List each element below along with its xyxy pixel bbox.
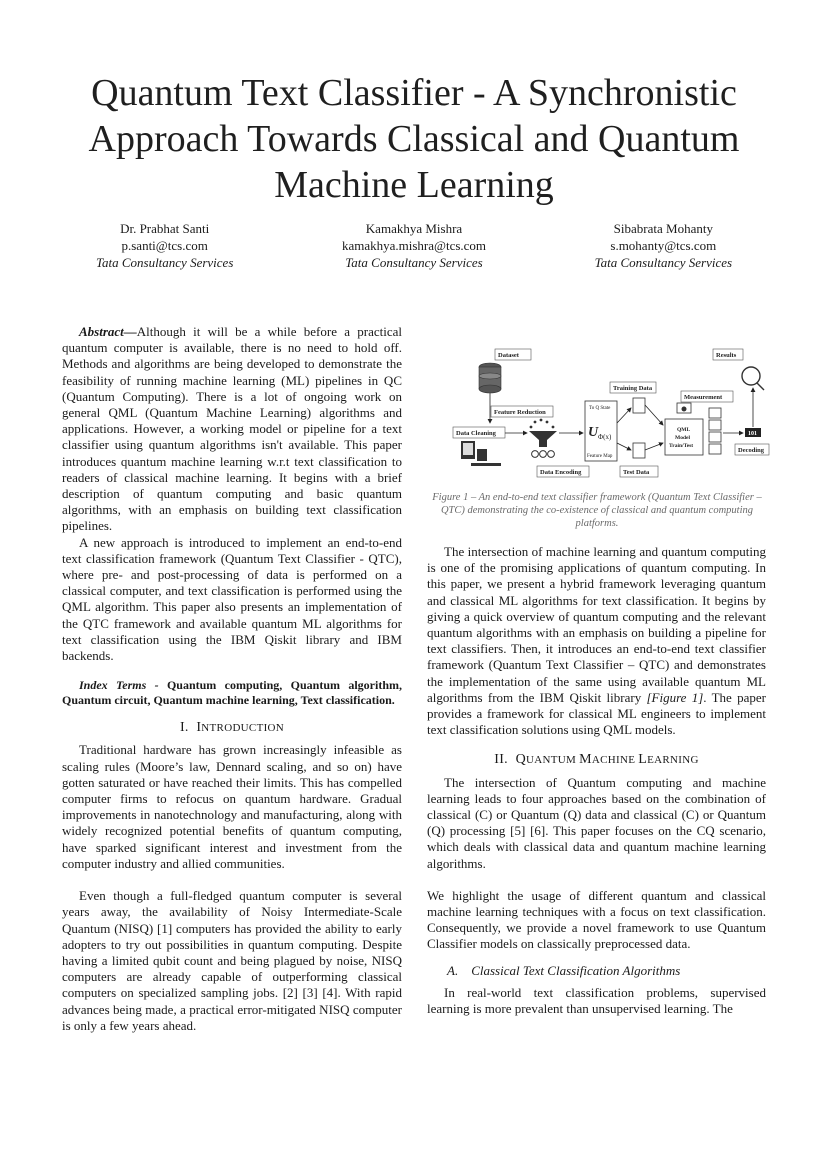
funnel-icon <box>529 419 557 458</box>
framework-diagram <box>445 343 773 483</box>
abstract-text: Although it will be a while before a practical quantum computer is available, there is no need to hold off. Methods and algorithms are being developed to demonstrate the feasibility of running machine learning (ML) pipelines in QC (Quantum Computing). There is a lot of ongoing work on general QML (Quantum Machine Learning) algorithms and applications. However, a working model or pipeline for a text classifier using quantum algorithms isn't available. This paper introduces quantum machine learning w.r.t text classification to readers of classical machine learning. It begins with a brief description of quantum computing and basic quantum algorithms, with an emphasis on building text classification pipelines. <box>62 324 402 534</box>
gauge-icon <box>677 403 691 413</box>
training-data-label: Training Data <box>613 385 653 392</box>
section-title-first: M <box>579 752 592 768</box>
data-cleaning-label: Data Cleaning <box>456 430 496 437</box>
section-number: I. <box>179 720 189 736</box>
figure-framework-diagram <box>445 343 773 483</box>
author-affiliation: Tata Consultancy Services <box>594 255 733 270</box>
qml-model-label: QML <box>677 427 691 433</box>
feature-reduction-label: Feature Reduction <box>494 409 546 416</box>
measurement-label: Measurement <box>684 394 723 401</box>
author-affiliation: Tata Consultancy Services <box>95 255 234 270</box>
body-text: The intersection of machine learning and quantum computing is one of the promising applications of quantum computing. In this paper, we present a hybrid framework leveraging quantum and classical ML algorithms for text classification. It begins by giving a quick overview of quantum computing and the relevant quantum algorithms with an emphasis on building a pipeline for text classifiers. Then, it introduces an end-to-end text classifier framework (Quantum Text Classifier – QTC) and demonstrates the implementation of the same using available quantum ML algorithms from the IBM Qiskit library <box>427 544 766 705</box>
author-email: s.mohanty@tcs.com <box>610 238 717 253</box>
subsection-heading <box>447 963 766 979</box>
author-email: kamakhya.mishra@tcs.com <box>341 238 487 253</box>
feature-map-label: Feature Map <box>587 454 613 459</box>
figure-reference: [Figure 1] <box>646 689 704 705</box>
index-terms-text: Quantum computing, Quantum algorithm, Quantum circuit, Quantum machine learning, Text classification. <box>62 678 402 708</box>
decoding-label: Decoding <box>738 447 764 454</box>
author-name: Dr. Prabhat Santi <box>120 221 210 236</box>
devices-icon <box>461 441 501 466</box>
qml-model-label: Model <box>675 435 690 441</box>
abstract-paragraph <box>62 324 402 535</box>
subsection-title: Classical Text Classification Algorithms <box>471 962 681 978</box>
abstract-heading: Abstract— <box>79 324 137 339</box>
u-phi-symbol: U <box>588 425 599 440</box>
magnifier-icon <box>742 367 764 390</box>
right-column <box>427 544 766 1017</box>
section-title-rest: EARNING <box>647 754 699 767</box>
quantum-state-block <box>585 401 617 461</box>
author-name: Kamakhya Mishra <box>365 221 463 236</box>
data-encoding-label: Data Encoding <box>540 469 582 476</box>
section-heading-introduction <box>62 720 402 736</box>
title-line: Machine Learning <box>274 164 554 206</box>
section-title-first: L <box>638 752 648 768</box>
test-data-label: Test Data <box>623 469 650 476</box>
abstract-paragraph: A new approach is introduced to implement an end-to-end text classification framework (Quantum Text Classifier - QTC), where pre- and post-processing of data is performed on a classical computer, and text classification is performed using the QML algorithm. This paper also presents an implementation of the QTC framework and available quantum ML algorithms for text classification using the IBM Qiskit library and IBM backends. <box>62 534 402 664</box>
section-title-first: I <box>196 720 202 736</box>
section-number: II. <box>494 752 508 768</box>
author-email: p.santi@tcs.com <box>121 238 208 253</box>
qml-model-label: Train/Test <box>669 443 694 449</box>
index-terms-heading: Index Terms - <box>79 678 159 693</box>
figure-caption: Figure 1 – An end-to-end text classifier framework (Quantum Text Classifier – QTC) demonstrating the co-existence of classical and quantum computing platforms. <box>432 492 762 529</box>
title-line: Approach Towards Classical and Quantum <box>88 118 740 160</box>
body-paragraph: The intersection of Quantum computing and machine learning leads to four approaches based on the combination of classical (C) or Quantum (Q) data and classical (C) or Quantum (Q) processing [5] [6]. This paper focuses on the CQ scenario, which deals with classical data and quantum machine learning algorithms. <box>427 774 766 871</box>
paper-title <box>60 70 768 208</box>
subsection-number: A. <box>447 962 459 978</box>
section-title-rest: ACHINE <box>591 754 639 767</box>
body-paragraph: We highlight the usage of different quantum and classical machine learning techniques with a focus on text classification. Consequently, we provide a novel framework to use Quantum Classifier models on classically preprocessed data. <box>427 887 766 952</box>
to-q-state-label: To Q State <box>589 406 611 411</box>
u-phi-subscript: Φ(x) <box>598 433 612 441</box>
title-line: Quantum Text Classifier - A Synchronistic <box>91 72 737 114</box>
body-paragraph: Even though a full-fledged quantum computer is several years away, the availability of Noisy Intermediate-Scale Quantum (NISQ) [1] computers has provided the ability to early adopters to try out possibilities in quantum computing. Despite having a limited qubit count and being plagued by noise, NISQ computers are already capable of outperforming classical computers on specialized sampling jobs. [2] [3] [4]. With rapid advances being made, a practical error-mitigated NISQ computer is only a few years ahead. <box>62 888 402 1033</box>
database-icon <box>479 363 501 393</box>
author <box>289 220 538 271</box>
section-heading-qml <box>427 752 766 768</box>
body-paragraph <box>427 544 766 738</box>
dataset-label: Dataset <box>498 352 519 359</box>
body-text: . The paper provides a framework for classical ML engineers to implement text classification solutions using QML models. <box>427 689 766 738</box>
section-title-rest: UANTUM <box>526 754 580 767</box>
left-column <box>62 324 402 1034</box>
qml-model-block <box>665 419 703 455</box>
author-block <box>40 220 788 271</box>
author <box>40 220 289 271</box>
author-affiliation: Tata Consultancy Services <box>345 255 483 270</box>
body-paragraph: Traditional hardware has grown increasingly infeasible as scaling rules (Moore’s law, Dennard scaling, and so on) have gotten saturated or have reached their limits. This has compelled computer firms to refocus on quantum hardware. Gradual improvements in nanotechnology and manufacturing, along with widely recognized potential benefits of quantum computing, have sparked significant interest and investment from the computer industry and allied communities. <box>62 742 402 871</box>
section-title-rest: NTRODUCTION <box>201 722 285 735</box>
bits-label: 101 <box>748 431 757 437</box>
index-terms <box>62 678 402 708</box>
section-title-first: Q <box>515 752 526 768</box>
results-label: Results <box>716 352 737 359</box>
author-name: Sibabrata Mohanty <box>613 221 713 236</box>
author <box>539 220 788 271</box>
body-paragraph: In real-world text classification problems, supervised learning is more prevalent than unsupervised learning. The <box>427 984 766 1017</box>
